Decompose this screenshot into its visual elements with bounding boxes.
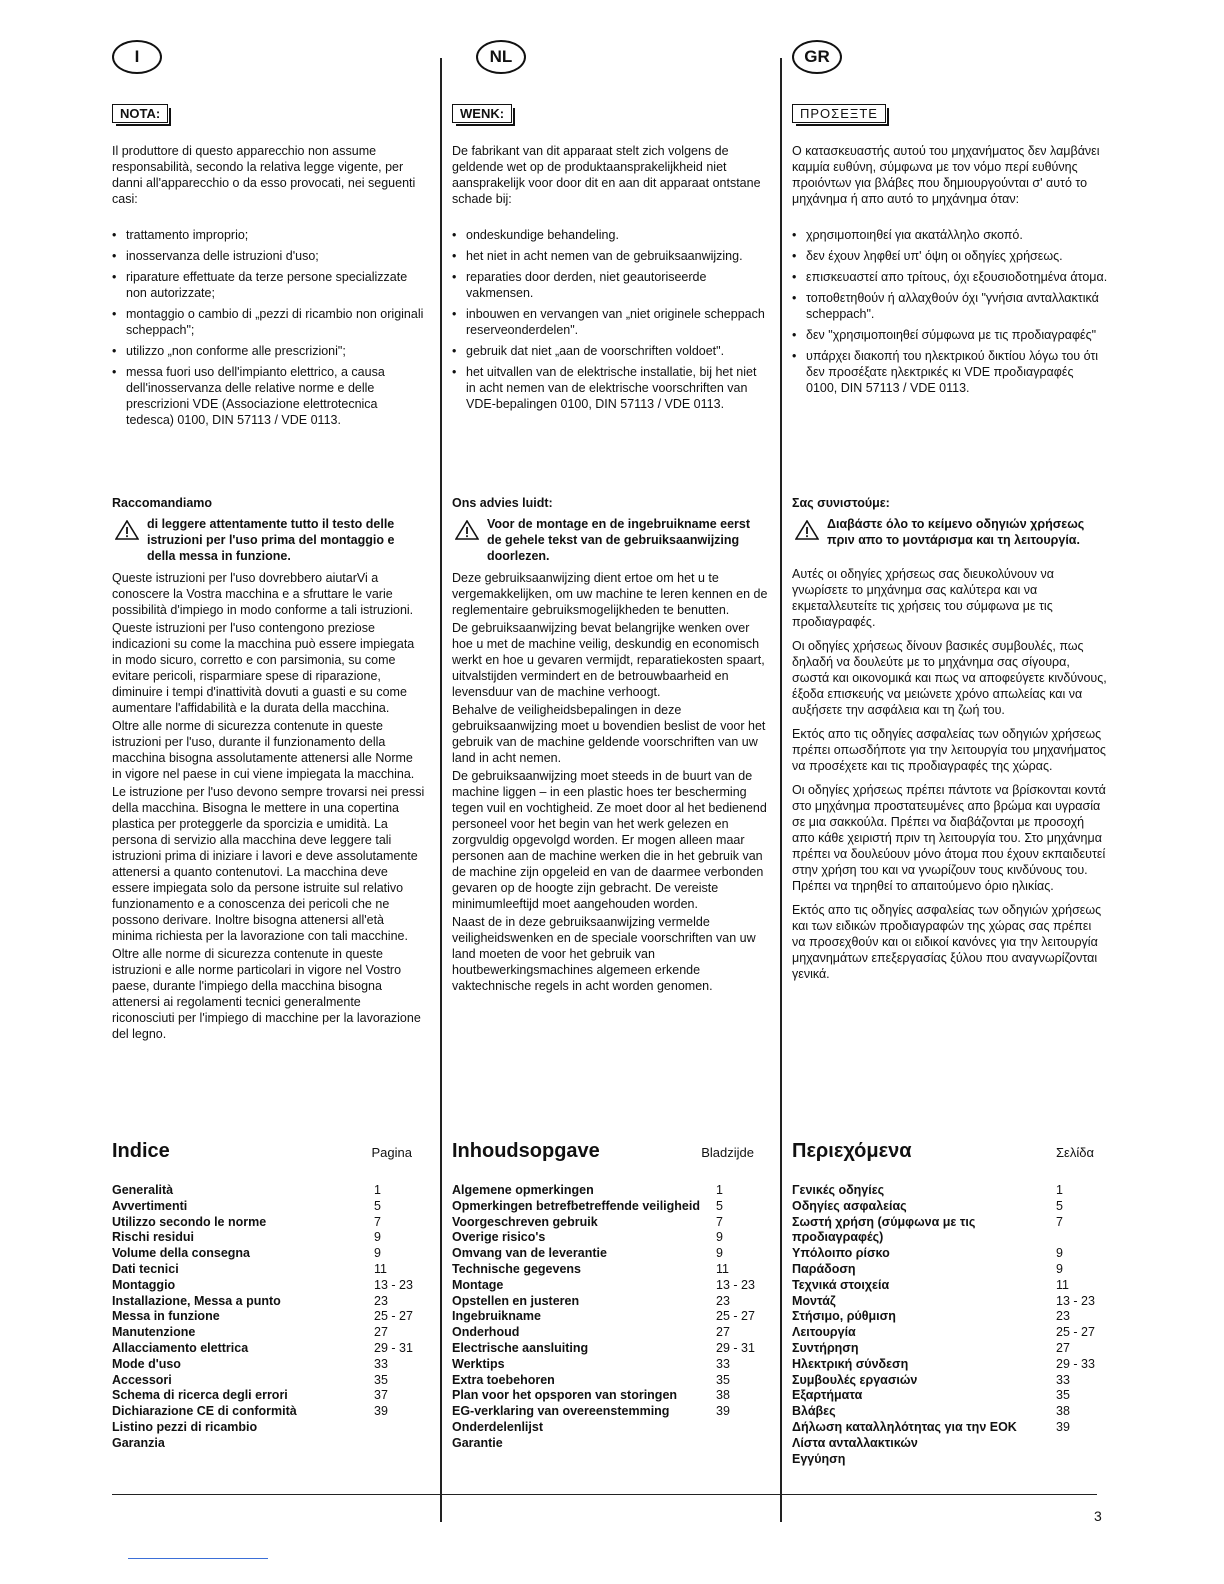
toc-page: 7 <box>1056 1214 1063 1229</box>
toc-page: 38 <box>1056 1404 1070 1419</box>
toc-entry: Overige risico's <box>452 1230 546 1245</box>
toc-entry: Παράδοση <box>792 1261 856 1276</box>
index-title: Indice <box>112 1140 170 1162</box>
body-paragraph: Deze gebruiksaanwijzing dient ertoe om het u te vergemakkelijken, om uw machine te leren kennen en de reglementaire gebruiksmogelijkheden te benutten. <box>452 571 768 617</box>
toc-page: 37 <box>374 1388 388 1403</box>
list-item: • ondeskundige behandeling. <box>452 227 768 243</box>
column-divider <box>440 58 442 1522</box>
list-item: • inbouwen en vervangen van „niet originele scheppach reserveonderdelen". <box>452 306 768 338</box>
toc-row <box>112 1294 426 1310</box>
toc-row <box>792 1388 1108 1404</box>
toc-entry: Ηλεκτρική σύνδεση <box>792 1356 909 1371</box>
body-paragraph: Εκτός απο τις οδηγίες ασφαλείας των οδηγιών χρήσεως και των ειδικών προδιαγραφών της χώρας σας πρέπει να προσεχθούν και οι ειδικοί κανόνες για την λειτουργία μηχανημάτων επεξεργασίας ξύλου που αναγνωρίζονται γενικά. <box>792 903 1102 981</box>
index-page-label: Σελίδα <box>1056 1145 1094 1160</box>
toc-row <box>792 1262 1108 1278</box>
body-paragraph: Οι οδηγίες χρήσεως δίνουν βασικές συμβουλές, πως δηλαδή να δουλεύτε με το μηχάνημα σας σίγουρα, σωστά και οικονομικά και πως να αποφεύγετε κινδύνους, έξοδα επισκευής να μειώνετε χρόνο απωλείας και να αυξήσετε την ασφάλεια και τη ζωή του. <box>792 639 1107 717</box>
toc-page: 35 <box>716 1372 730 1387</box>
language-badge: GR <box>792 40 842 74</box>
table-of-contents <box>792 1140 1108 1467</box>
list-item: • trattamento improprio; <box>112 227 426 243</box>
toc-page: 29 - 33 <box>1056 1356 1095 1371</box>
toc-row <box>452 1278 768 1294</box>
list-item: • montaggio o cambio di „pezzi di ricambio non originali scheppach"; <box>112 306 426 338</box>
toc-entry: Technische gegevens <box>452 1261 581 1276</box>
toc-row <box>112 1420 426 1436</box>
language-column <box>452 40 768 417</box>
toc-entry: Garantie <box>452 1435 503 1450</box>
toc-row <box>452 1404 768 1420</box>
footer-rule <box>112 1494 1097 1495</box>
toc-entry: Voorgeschreven gebruik <box>452 1214 598 1229</box>
recommendation-heading: Ons advies luidt: <box>452 496 553 510</box>
body-paragraph: Oltre alle norme di sicurezza contenute in queste istruzioni e alle norme particolari in vigore nel Vostro paese, durante l'impiego della macchina bisogna attenersi ai regolamenti tecnici generalmente riconosciuti per l'impiego di macchine per la lavorazione del legno. <box>112 947 421 1041</box>
toc-page: 1 <box>374 1183 381 1197</box>
body-paragraph: Οι οδηγίες χρήσεως πρέπει πάντοτε να βρίσκονται κοντά στο μηχάνημα προστατευμένες απο βρώμα και υγρασία σε μια σακκούλα. Πρέπει να διαβάζονται με προσοχή απο κάθε χειριστή πριν τη λειτουργία του. Στο μηχάνημα πρέπει να δουλεύουν μόνο άτομα που έχουν εκπαιδευτεί στην χρήση του και να γνωρίζουν τους κινδύνους του. Πρέπει να τηρηθεί το απαιτούμενο όριο ηλικίας. <box>792 783 1106 893</box>
toc-page: 23 <box>1056 1309 1070 1324</box>
toc-row <box>112 1199 426 1215</box>
toc-page: 27 <box>1056 1340 1070 1355</box>
list-item: • υπάρχει διακοπή του ηλεκτρικού δικτίου λόγω του ότι δεν προσέξατε ηλεκτρικές κι VDE προδιαγραφές 0100, DIN 57113 / VDE 0113. <box>792 348 1108 396</box>
toc-page: 1 <box>1056 1183 1063 1197</box>
list-item: • riparature effettuate da terze persone specializzate non autorizzate; <box>112 269 426 301</box>
toc-page: 7 <box>374 1214 381 1229</box>
warning-note <box>792 516 1108 548</box>
toc-entry: Λειτουργία <box>792 1325 856 1340</box>
toc-row <box>112 1388 426 1404</box>
toc-row <box>452 1357 768 1373</box>
toc-row <box>792 1452 1108 1468</box>
toc-entry: Dati tecnici <box>112 1261 179 1276</box>
toc-row <box>112 1357 426 1373</box>
toc-page: 1 <box>716 1183 723 1197</box>
toc-row <box>452 1420 768 1436</box>
toc-row <box>452 1199 768 1215</box>
list-item: • het uitvallen van de elektrische installatie, bij het niet in acht nemen van de elektrische voorschriften van VDE-bepalingen 0100, DIN 57113 / VDE 0113. <box>452 364 768 412</box>
toc-row <box>112 1325 426 1341</box>
table-of-contents <box>452 1140 768 1452</box>
toc-row <box>452 1262 768 1278</box>
toc-row <box>792 1199 1108 1215</box>
toc-page: 9 <box>716 1230 723 1245</box>
toc-entry: Onderhoud <box>452 1325 520 1340</box>
recommendation-heading: Σας συνιστούμε: <box>792 496 890 510</box>
toc-page: 33 <box>374 1356 388 1371</box>
toc-row <box>112 1341 426 1357</box>
toc-page: 29 - 31 <box>716 1340 755 1355</box>
toc-entry: Allacciamento elettrica <box>112 1340 249 1355</box>
toc-page <box>716 1436 768 1452</box>
toc-entry: Installazione, Messa a punto <box>112 1293 281 1308</box>
index-title: Inhoudsopgave <box>452 1140 600 1162</box>
toc-page: 9 <box>716 1246 723 1261</box>
toc-row <box>452 1388 768 1404</box>
body-paragraph: De gebruiksaanwijzing moet steeds in de buurt van de machine liggen – in een plastic hoes ter bescherming tegen vuil en vochtigheid. Ze moet door al het bedienend personeel voor het begin van het werk gelezen en zorgvuldig opgevolgd worden. Er mogen alleen maar personen aan de machine werken die in het gebruik van de machine zijn opgeleid en van de daarmee verbonden gevaren op de hoogte zijn gebracht. De vereiste minimumleeftijd moet aangehouden worden. <box>452 769 767 911</box>
list-item: • utilizzo „non conforme alle prescrizioni"; <box>112 343 426 359</box>
toc-page: 29 - 31 <box>374 1340 413 1355</box>
toc-row <box>112 1230 426 1246</box>
toc-row <box>452 1325 768 1341</box>
list-item: • het niet in acht nemen van de gebruiksaanwijzing. <box>452 248 768 264</box>
language-badge: I <box>112 40 162 74</box>
toc-page <box>1056 1452 1108 1468</box>
list-item: • inosservanza delle istruzioni d'uso; <box>112 248 426 264</box>
toc-entry: Manutenzione <box>112 1325 196 1340</box>
toc-entry: Algemene opmerkingen <box>452 1183 594 1197</box>
toc-row <box>792 1183 1108 1199</box>
toc-row <box>112 1436 426 1452</box>
toc-page: 13 - 23 <box>716 1277 755 1292</box>
toc-row <box>112 1246 426 1262</box>
body-paragraph: Naast de in deze gebruiksaanwijzing vermelde veiligheidswenken en de speciale voorschriften van uw land moeten de voor het gebruik van houtbewerkingsmachines algemeen erkende vaktechnische regels in acht worden genomen. <box>452 915 756 993</box>
toc-row <box>112 1309 426 1325</box>
toc-page: 25 - 27 <box>374 1309 413 1324</box>
toc-entry: Montaggio <box>112 1277 176 1292</box>
toc-row <box>452 1215 768 1231</box>
toc-row <box>792 1373 1108 1389</box>
toc-row <box>112 1262 426 1278</box>
liability-intro: Il produttore di questo apparecchio non assume responsabilità, secondo la relativa legge vigente, per danni all'apparecchio o da esso provocati, nei seguenti casi: <box>112 144 416 206</box>
toc-row <box>792 1215 1108 1247</box>
toc-row <box>452 1183 768 1199</box>
toc-page: 39 <box>1056 1419 1070 1434</box>
toc-entry: Υπόλοιπο ρίσκο <box>792 1246 890 1261</box>
toc-row <box>792 1325 1108 1341</box>
liability-list <box>112 227 426 428</box>
toc-page: 13 - 23 <box>1056 1293 1095 1308</box>
toc-entry: Garanzia <box>112 1435 165 1450</box>
toc-row <box>792 1294 1108 1310</box>
toc-entry: Ingebruikname <box>452 1309 541 1324</box>
warning-note <box>452 516 768 564</box>
body-paragraph: Queste istruzioni per l'uso dovrebbero aiutarVi a conoscere la Vostra macchina e a sfruttare le varie possibilità d'impiego in modo conforme a tali istruzioni. <box>112 571 414 617</box>
language-badge: NL <box>476 40 526 74</box>
toc-row <box>452 1246 768 1262</box>
toc-entry: Volume della consegna <box>112 1246 251 1261</box>
toc-entry: Εξαρτήματα <box>792 1388 863 1403</box>
toc-page: 9 <box>1056 1246 1063 1261</box>
toc-row <box>112 1215 426 1231</box>
language-column <box>112 40 426 433</box>
body-paragraph: Αυτές οι οδηγίες χρήσεως σας διευκολύνουν να γνωρίσετε το μηχάνημα σας καλύτερα και να εκμεταλλευτείτε τις χρήσεις του σύμφωνα με τις προδιαγραφές. <box>792 567 1054 629</box>
warning-text: Διαβάστε όλο το κείμενο οδηγιών χρήσεως πριν απο το μοντάρισμα και τη λειτουργία. <box>827 517 1085 547</box>
toc-entry: Opmerkingen betrefbetreffende veiligheid <box>452 1198 700 1213</box>
liability-list <box>792 227 1108 396</box>
toc-page: 33 <box>1056 1372 1070 1387</box>
toc-entry: Extra toebehoren <box>452 1372 555 1387</box>
toc-entry: Γενικές οδηγίες <box>792 1183 885 1197</box>
list-item: • messa fuori uso dell'impianto elettrico, a causa dell'inosservanza delle relative norme e delle prescrizioni VDE (Associazione elettrotecnica tedesca) 0100, DIN 57113 / VDE 0113. <box>112 364 426 428</box>
toc-entry: Opstellen en justeren <box>452 1293 580 1308</box>
toc-page: 7 <box>716 1214 723 1229</box>
toc-page: 35 <box>1056 1388 1070 1403</box>
toc-row <box>112 1278 426 1294</box>
toc-page: 33 <box>716 1356 730 1371</box>
toc-page: 11 <box>1056 1277 1069 1292</box>
warning-triangle-icon <box>795 520 819 540</box>
page-number: 3 <box>1094 1508 1102 1524</box>
toc-page <box>374 1420 426 1436</box>
toc-page: 27 <box>716 1325 730 1340</box>
toc-row <box>452 1294 768 1310</box>
toc-row <box>792 1309 1108 1325</box>
recommendation-section <box>452 496 768 996</box>
warning-triangle-icon <box>455 520 479 540</box>
toc-page: 25 - 27 <box>1056 1325 1095 1340</box>
toc-row <box>792 1420 1108 1436</box>
toc-entry: Avvertimenti <box>112 1198 188 1213</box>
recommendation-heading: Raccomandiamo <box>112 496 213 510</box>
toc-entry: Montage <box>452 1277 504 1292</box>
toc-entry: Schema di ricerca degli errori <box>112 1388 288 1403</box>
toc-page: 5 <box>716 1198 723 1213</box>
list-item: • δεν έχουν ληφθεί υπ' όψη οι οδηγίες χρήσεως. <box>792 248 1108 264</box>
liability-intro: Ο κατασκευαστής αυτού του μηχανήματος δεν λαμβάνει καμμία ευθύνη, σύμφωνα με τον νόμο περί ευθύνης προιόντων για βλάβες που δημιουργούνται σ' αυτό το μηχάνημα ή απο αυτό το μηχάνημα όταν: <box>792 144 1100 206</box>
toc-row <box>452 1373 768 1389</box>
index-title: Περιεχόμενα <box>792 1140 912 1162</box>
toc-entry: Μοντάζ <box>792 1293 836 1308</box>
toc-row <box>452 1309 768 1325</box>
toc-row <box>452 1436 768 1452</box>
body-paragraph: Εκτός απο τις οδηγίες ασφαλείας των οδηγιών χρήσεως πρέπει οπωσδήποτε για την λειτουργία του μηχανήματος να προσέχετε και τις προδιαγραφές της χώρας. <box>792 727 1106 773</box>
list-item: • reparaties door derden, niet geautoriseerde vakmensen. <box>452 269 768 301</box>
list-item: • τοποθετηθούν ή αλλαχθούν όχι "γνήσια ανταλλακτικά scheppach". <box>792 290 1108 322</box>
body-paragraph: Oltre alle norme di sicurezza contenute in queste istruzioni per l'uso, durante il funzionamento della macchina bisogna assolutamente attenersi alle Norme in vigore nel paese in cui viene impiegata la macchina. <box>112 719 415 781</box>
toc-page: 11 <box>374 1261 387 1276</box>
toc-page: 39 <box>716 1404 730 1419</box>
footer-link-line <box>128 1558 268 1559</box>
toc-entry: Οδηγίες ασφαλείας <box>792 1198 907 1213</box>
toc-entry: EG-verklaring van overeenstemming <box>452 1404 670 1419</box>
toc-row <box>792 1357 1108 1373</box>
toc-page <box>1056 1436 1108 1452</box>
language-column <box>792 40 1108 401</box>
body-paragraph: Behalve de veiligheidsbepalingen in deze gebruiksaanwijzing moet u bovendien beslist de voor het gebruik van de machine geldende voorschriften van uw land in acht nemen. <box>452 703 766 765</box>
toc-entry: Βλάβες <box>792 1404 836 1419</box>
recommendation-section <box>112 496 426 1044</box>
toc-entry: Listino pezzi di ricambio <box>112 1419 258 1434</box>
warning-triangle-icon <box>115 520 139 540</box>
toc-entry: Συμβουλές εργασιών <box>792 1372 918 1387</box>
body-paragraph: Le istruzione per l'uso devono sempre trovarsi nei pressi della macchina. Bisogna le mettere in una copertina plastica per proteggerle da sporcizia e umidità. La persona di servizio alla macchina deve leggere tali istruzioni prima di iniziare i lavori e deve assolutamente attenersi a quanto contenutovi. La macchina deve essere impiegata solo da persone istruite sul relativo funzionamento e a conoscenza dei pericoli che ne possono derivare. Inoltre bisogna attenersi all'età minima richiesta per la lavorazione con tali macchine. <box>112 785 425 943</box>
toc-page: 38 <box>716 1388 730 1403</box>
toc-entry: Δήλωση καταλληλότητας για την ΕΟΚ <box>792 1419 1017 1434</box>
toc-page <box>716 1420 768 1436</box>
toc-row <box>112 1183 426 1199</box>
toc-entry: Messa in funzione <box>112 1309 220 1324</box>
toc-row <box>792 1341 1108 1357</box>
toc-page: 23 <box>374 1293 388 1308</box>
toc-row <box>452 1230 768 1246</box>
toc-page: 9 <box>1056 1261 1063 1276</box>
toc-entry: Accessori <box>112 1372 172 1387</box>
index-page-label: Pagina <box>371 1145 412 1160</box>
note-label: WENK: <box>452 104 512 123</box>
toc-page: 5 <box>374 1198 381 1213</box>
toc-entry: Λίστα ανταλλακτικών <box>792 1435 918 1450</box>
toc-entry: Mode d'uso <box>112 1356 181 1371</box>
toc-row <box>792 1404 1108 1420</box>
toc-entry: Στήσιμο, ρύθμιση <box>792 1309 896 1324</box>
table-of-contents <box>112 1140 426 1452</box>
column-divider <box>780 58 782 1522</box>
toc-page: 35 <box>374 1372 388 1387</box>
body-paragraph: Queste istruzioni per l'uso contengono preziose indicazioni su come la macchina può essere impiegata in modo sicuro, corretto e con parsimonia, su come evitare pericoli, risparmiare spese di riparazione, diminuire i tempi d'inattività dovuti a guasti e su come aumentare l'affidabilità e la durata della macchina. <box>112 621 415 715</box>
toc-page <box>374 1436 426 1452</box>
toc-row <box>112 1373 426 1389</box>
list-item: • δεν "χρησιμοποιηθεί σύμφωνα με τις προδιαγραφές" <box>792 327 1108 343</box>
toc-entry: Rischi residui <box>112 1230 194 1245</box>
liability-list <box>452 227 768 412</box>
liability-intro: De fabrikant van dit apparaat stelt zich volgens de geldende wet op de produktaansprakelijkheid niet aansprakelijk voor door dit en aan dit apparaat ontstane schade bij: <box>452 144 761 206</box>
toc-row <box>792 1436 1108 1452</box>
warning-note <box>112 516 426 564</box>
list-item: • επισκευαστεί απο τρίτους, όχι εξουσιοδοτημένα άτομα. <box>792 269 1108 285</box>
toc-entry: Dichiarazione CE di conformità <box>112 1404 297 1419</box>
toc-page: 9 <box>374 1230 381 1245</box>
toc-entry: Electrische aansluiting <box>452 1340 589 1355</box>
toc-entry: Werktips <box>452 1356 505 1371</box>
list-item: • gebruik dat niet „aan de voorschriften voldoet". <box>452 343 768 359</box>
toc-entry: Omvang van de leverantie <box>452 1246 607 1261</box>
toc-page: 11 <box>716 1261 729 1276</box>
toc-entry: Εγγύηση <box>792 1451 846 1466</box>
note-label: NOTA: <box>112 104 168 123</box>
toc-page: 27 <box>374 1325 388 1340</box>
body-paragraph: De gebruiksaanwijzing bevat belangrijke wenken over hoe u met de machine veilig, deskundig en economisch werkt en hoe u gevaren vermijdt, reparatiekosten spaart, uitvalstijden vermindert en de betrouwbaarheid en levensduur van de machine verhoogt. <box>452 621 765 699</box>
toc-entry: Σωστή χρήση (σύμφωνα με τις προδιαγραφές) <box>792 1214 976 1245</box>
recommendation-section <box>792 496 1108 990</box>
toc-entry: Τεχνικά στοιχεία <box>792 1277 890 1292</box>
toc-page: 5 <box>1056 1198 1063 1213</box>
toc-entry: Utilizzo secondo le norme <box>112 1214 267 1229</box>
warning-text: di leggere attentamente tutto il testo delle istruzioni per l'uso prima del montaggio e della messa in funzione. <box>147 517 395 563</box>
toc-page: 9 <box>374 1246 381 1261</box>
toc-row <box>112 1404 426 1420</box>
index-page-label: Bladzijde <box>701 1145 754 1160</box>
toc-page: 25 - 27 <box>716 1309 755 1324</box>
toc-entry: Plan voor het opsporen van storingen <box>452 1388 678 1403</box>
toc-row <box>792 1246 1108 1262</box>
toc-page: 23 <box>716 1293 730 1308</box>
toc-entry: Generalità <box>112 1183 174 1197</box>
toc-entry: Συντήρηση <box>792 1340 859 1355</box>
toc-row <box>792 1278 1108 1294</box>
note-label: ΠΡΟΣΕΞΤΕ <box>792 104 886 123</box>
toc-page: 13 - 23 <box>374 1277 413 1292</box>
toc-entry: Onderdelenlijst <box>452 1419 543 1434</box>
toc-row <box>452 1341 768 1357</box>
toc-page: 39 <box>374 1404 388 1419</box>
list-item: • χρησιμοποιηθεί για ακατάλληλο σκοπό. <box>792 227 1108 243</box>
warning-text: Voor de montage en de ingebruikname eerst de gehele tekst van de gebruiksaanwijzing doorlezen. <box>487 517 751 563</box>
